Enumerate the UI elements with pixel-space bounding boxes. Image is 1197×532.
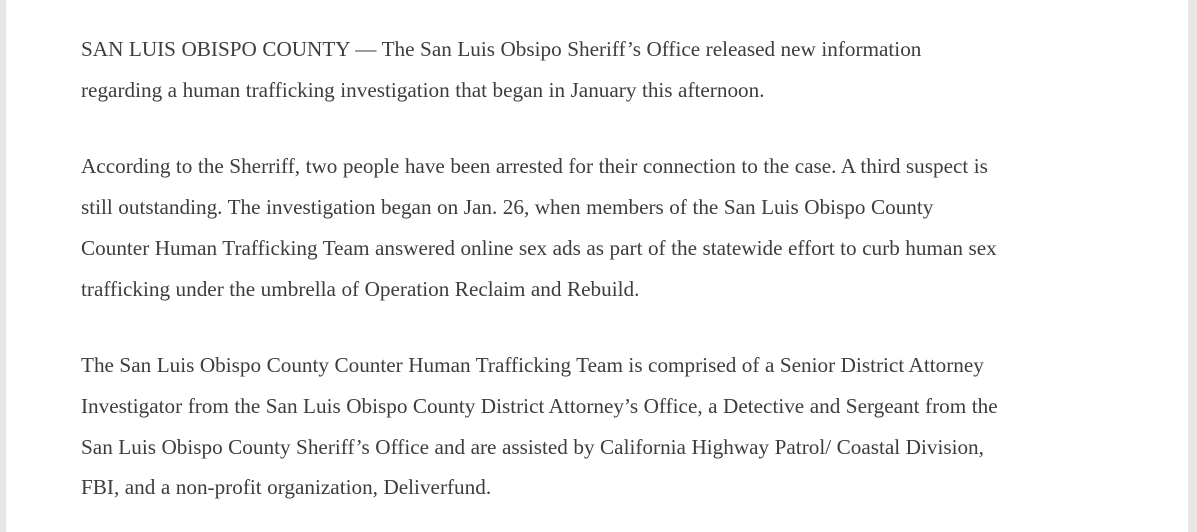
paragraph-line: regarding a human trafficking investigation that began in January this afternoon. — [81, 77, 765, 102]
paragraph-line: San Luis Obispo County Sheriff’s Office and are assisted by California Highway Patrol/ Coastal Division, — [81, 434, 984, 459]
paragraph-line: The San Luis Obispo County Counter Human Trafficking Team is comprised of a Senior District Attorney — [81, 353, 984, 378]
page-background — [6, 0, 1188, 532]
paragraph-line: Investigator from the San Luis Obispo County District Attorney’s Office, a Detective and Sergeant from the — [81, 393, 998, 418]
article-paragraph-3 — [81, 345, 1141, 508]
paragraph-line: FBI, and a non-profit organization, Deliverfund. — [81, 475, 492, 500]
article-paragraph-1 — [81, 29, 1141, 110]
paragraph-line: still outstanding. The investigation began on Jan. 26, when members of the San Luis Obispo County — [81, 195, 934, 220]
paragraph-line: SAN LUIS OBISPO COUNTY — The San Luis Obsipo Sheriff’s Office released new information — [81, 37, 922, 61]
paragraph-line: According to the Sherriff, two people have been arrested for their connection to the case. A third suspect is — [81, 154, 988, 179]
article-body — [81, 29, 1141, 508]
paragraph-line: trafficking under the umbrella of Operation Reclaim and Rebuild. — [81, 276, 640, 301]
article-paragraph-2 — [81, 146, 1141, 309]
paragraph-line: Counter Human Trafficking Team answered online sex ads as part of the statewide effort to curb human sex — [81, 235, 997, 260]
